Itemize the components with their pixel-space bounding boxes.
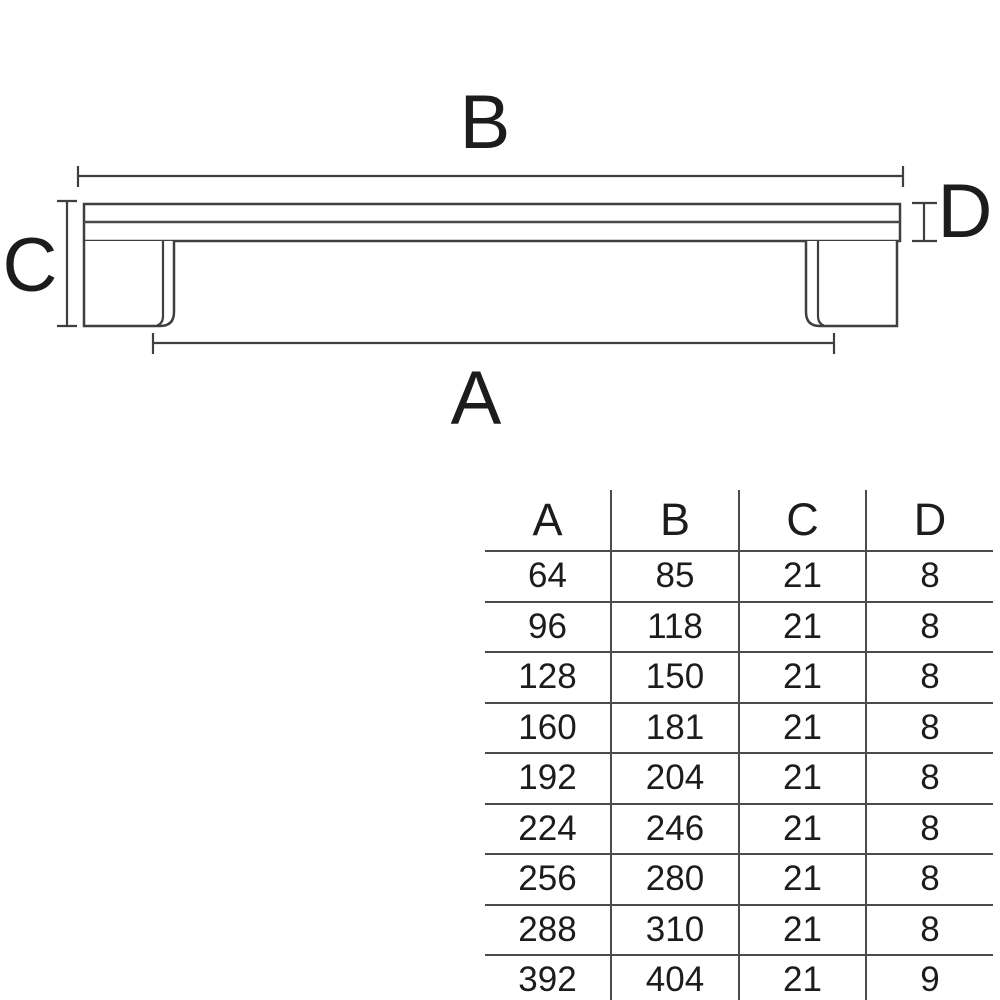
table-cell: 160 [485, 704, 612, 753]
dimension-d-lines [912, 203, 937, 241]
table-row [485, 754, 993, 805]
table-row [485, 906, 993, 957]
table-header-a: A [485, 490, 612, 550]
table-cell: 246 [612, 805, 740, 854]
table-cell: 128 [485, 653, 612, 702]
right-foot-outline [806, 241, 897, 326]
table-cell: 8 [920, 707, 940, 747]
table-header-b: B [612, 490, 740, 550]
table-cell: 256 [485, 855, 612, 904]
table-row [485, 653, 993, 704]
dim-label-d: D [937, 169, 993, 254]
table-cell: 21 [740, 805, 867, 854]
handle-bar [84, 204, 900, 241]
table-cell: 8 [920, 606, 940, 646]
dimension-b-lines [78, 166, 903, 187]
table-cell: 404 [612, 956, 740, 1000]
table-cell: 150 [612, 653, 740, 702]
table-cell: 181 [612, 704, 740, 753]
table-cell: 21 [740, 906, 867, 955]
table-cell: 118 [612, 603, 740, 652]
left-foot-outline [84, 241, 174, 326]
table-cell: 64 [485, 552, 612, 601]
table-row [485, 603, 993, 654]
table-cell: 21 [740, 704, 867, 753]
table-cell: 8 [920, 909, 940, 949]
table-cell: 9 [920, 960, 940, 1000]
table-cell: 288 [485, 906, 612, 955]
table-cell: 224 [485, 805, 612, 854]
table-header-row [485, 490, 993, 552]
table-cell: 21 [740, 552, 867, 601]
table-cell: 8 [920, 657, 940, 697]
table-row [485, 805, 993, 856]
table-header-d: D [913, 494, 947, 545]
table-cell: 21 [740, 653, 867, 702]
dimension-table [485, 490, 993, 1000]
table-cell: 310 [612, 906, 740, 955]
table-cell: 21 [740, 754, 867, 803]
table-cell: 8 [920, 859, 940, 899]
table-cell: 96 [485, 603, 612, 652]
table-row [485, 855, 993, 906]
table-row [485, 552, 993, 603]
dim-label-a: A [450, 356, 502, 441]
table-cell: 8 [920, 758, 940, 798]
table-cell: 280 [612, 855, 740, 904]
dimension-a-lines [153, 333, 834, 354]
table-cell: 204 [612, 754, 740, 803]
dimension-c-lines [57, 201, 77, 326]
table-header-c: C [740, 490, 867, 550]
table-cell: 21 [740, 855, 867, 904]
table-cell: 21 [740, 603, 867, 652]
table-row [485, 704, 993, 755]
table-cell: 85 [612, 552, 740, 601]
handle-left-foot [84, 241, 174, 326]
table-cell: 21 [740, 956, 867, 1000]
dim-label-b: B [459, 80, 511, 165]
table-cell: 392 [485, 956, 612, 1000]
dim-label-c: C [2, 223, 58, 308]
table-cell: 8 [920, 556, 940, 596]
table-cell: 8 [920, 808, 940, 848]
handle-right-foot [806, 241, 897, 326]
table-row [485, 956, 993, 1000]
table-cell: 192 [485, 754, 612, 803]
